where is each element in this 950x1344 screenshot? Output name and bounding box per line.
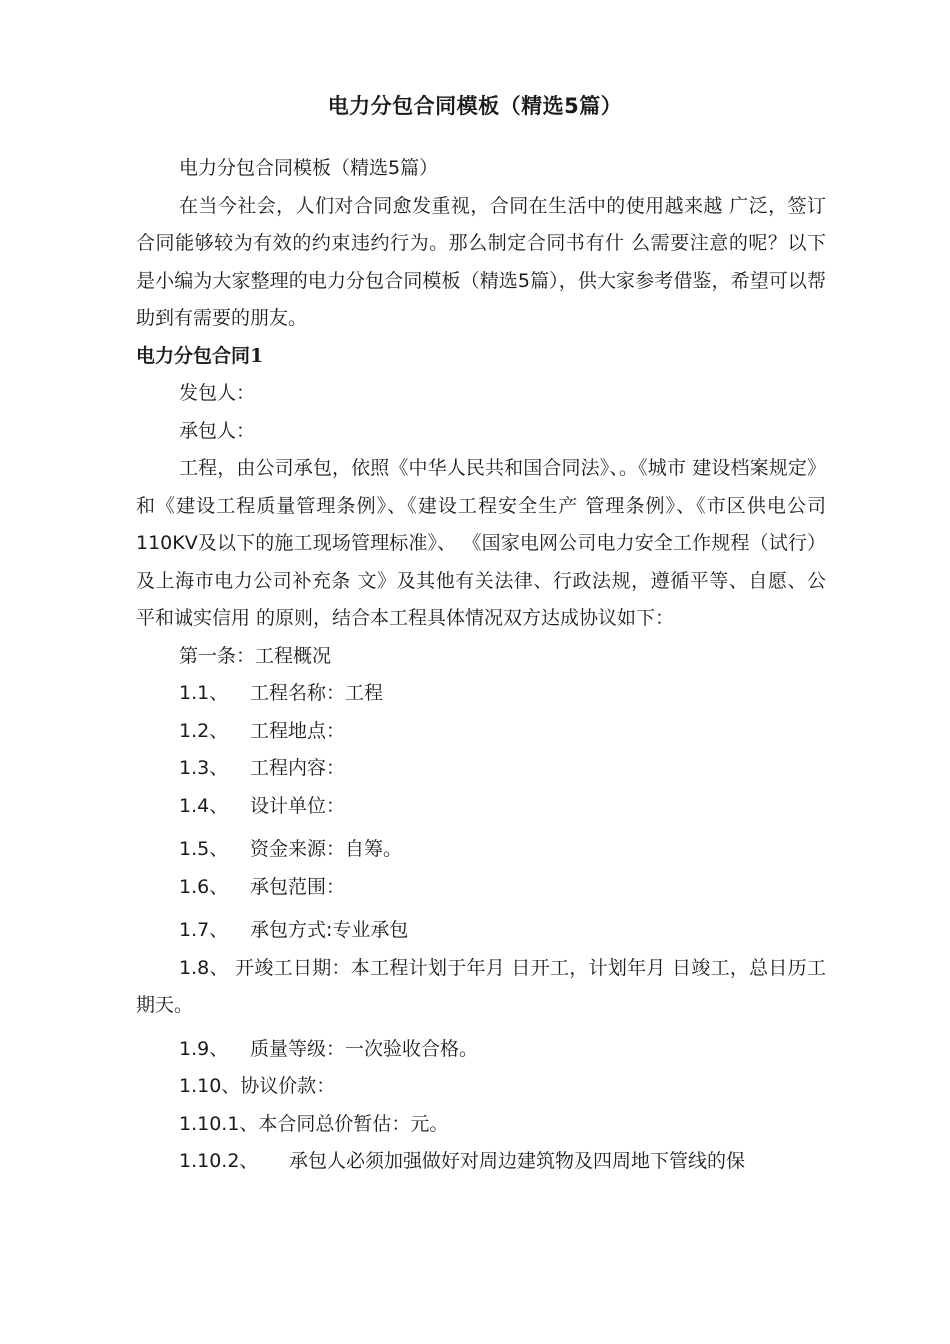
- document-body: [136, 150, 826, 1181]
- clause-item: 1.5、 资金来源：自筹。: [179, 838, 403, 860]
- clause-item: 1.4、 设计单位：: [179, 794, 346, 817]
- subtitle: 电力分包合同模板（精选5篇）: [179, 157, 439, 179]
- clause-item-quality: 1.9、 质量等级：一次验收合格。: [179, 1037, 479, 1060]
- clause-item: 1.3、 工程内容：: [179, 757, 346, 779]
- party-a-line: 发包人：: [179, 382, 256, 404]
- section-heading: 电力分包合同1: [136, 344, 264, 367]
- article-heading: 第一条：工程概况: [179, 644, 332, 667]
- clause-item: 1.7、 承包方式:专业承包: [179, 919, 409, 941]
- document-title: 电力分包合同模板（精选5篇）: [327, 94, 623, 118]
- clause-item-price-estimate: 1.10.1、本合同总价暂估：元。: [179, 1112, 449, 1135]
- preamble-paragraph: 工程，由公司承包，依照《中华人民共和国合同法》、。《城市 建设档案规定》和《建设工程质量管理条例》、《建设工程安全生产 管理条例》、《市区供电公司110KV及以下的施工现场管理标准》、 《国家电网公司电力安全工作规程（试行）及上海市电力公司补充条 文》及其他有关法律、行政法规，遵循平等、自愿、公平和诚实信用 的原则，结合本工程具体情况双方达成协议如下：: [136, 457, 826, 629]
- party-b-line: 承包人：: [179, 419, 256, 442]
- clause-item-price: 1.10、协议价款：: [179, 1075, 336, 1097]
- clause-item-schedule: 1.8、 开竣工日期：本工程计划于年月 日开工，计划年月 日竣工，总日历工期天。: [136, 956, 826, 1016]
- clause-item: 1.6、 承包范围：: [179, 875, 346, 898]
- clause-item: 1.1、 工程名称：工程: [179, 682, 384, 704]
- clause-item-protection: 1.10.2、 承包人必须加强做好对周边建筑物及四周地下管线的保: [179, 1150, 746, 1172]
- clause-item: 1.2、 工程地点：: [179, 719, 346, 742]
- intro-paragraph: 在当今社会，人们对合同愈发重视，合同在生活中的使用越来越 广泛，签订合同能够较为有效的约束违约行为。那么制定合同书有什 么需要注意的呢？以下是小编为大家整理的电力分包合同模板（精选5篇），供大家参考借鉴，希望可以帮助到有需要的朋友。: [136, 194, 826, 329]
